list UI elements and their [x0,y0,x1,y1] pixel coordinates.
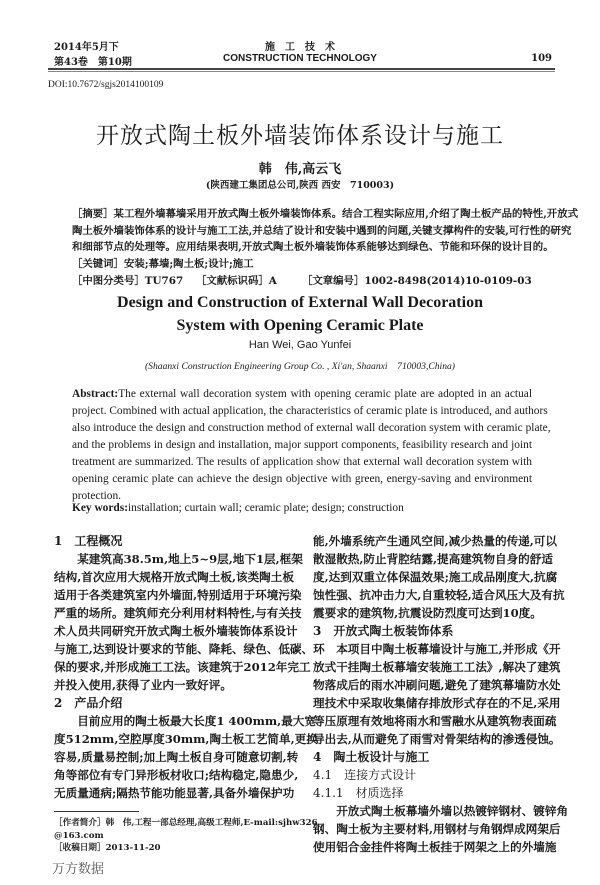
affiliation-en: (Shaanxi Construction Engineering Group Co. , Xi'an, Shaanxi 710003,China) [144,361,455,372]
text-line: 严重的场所。建筑师充分利用材料特性,与有关技 [54,606,302,620]
section-2-body [54,712,318,802]
article-number: ［文章编号］1002-8498(2014)10-0109-03 [302,275,532,287]
abstract-en [72,386,551,505]
text-line: 并投入使用,获得了业内一致好评。 [54,678,232,692]
section-4-1-1-heading: 4.1.1 材质选择 [313,786,404,800]
page-number: 109 [531,53,552,64]
abstract-en-label: Abstract: [72,388,119,400]
journal-title-en: CONSTRUCTION TECHNOLOGY [223,53,377,64]
text-line: 陶土板外墙装饰体系的设计与施工工法,并总结了设计和安装中遇到的问题,关键支撑构件的安装,可行性的研究 [72,224,572,237]
title-en [0,291,600,337]
text-line: 使用铝合金挂件将陶土板挂于网架之上的外墙施 [313,840,557,854]
text-line: 钢、陶土板为主要材料,用钢材与角钢焊成网架后 [313,822,561,836]
text-line: 与施工,达到设计要求的节能、降耗、绿色、低碳、环 [54,642,325,656]
text-line: Abstract:The external wall decoration system with opening ceramic plate are adopted in an actual [72,388,532,400]
affiliation-zh: (陕西建工集团总公司,陕西 西安 710003) [205,180,395,191]
keywords-en-text: installation; curtain wall; ceramic plate; design; construction [128,502,404,514]
text-line: also introduce the design and construction method of external wall decoration system with ceramic plate, [72,422,551,434]
section-3-heading: 3 开放式陶土板装饰体系 [313,624,454,638]
section-4-1-heading: 4.1 连接方式设计 [313,768,417,782]
text-line: 无质量通病;隔热节能功能显著,具备外墙保护功 [54,786,295,800]
text-line: and the problems in design and installation, major support components, feasibility research and joint [72,439,532,451]
section-2-heading: 2 产品介绍 [54,696,123,710]
clc-number: ［中图分类号］TU767 [72,275,184,287]
footnote-author: ［作者简介］韩 伟,工程一部总经理,高级工程师,E-mail:sjhw326 [54,818,318,828]
wanfang-watermark: 万方数据 [52,862,105,877]
footnote-received: ［收稿日期］2013-11-20 [54,843,161,853]
text-line: 适用于各类建筑室内外墙面,特别适用于环境污染 [54,588,302,602]
text-line: 保的要求,并形成施工工法。该建筑于2012年完工 [54,660,311,674]
section-1-heading: 1 工程概况 [54,534,123,548]
text-line: 容易,质量易控制;加上陶土板自身可随意切割,转 [54,750,299,764]
text-line: 和细部节点的处理等。应用结果表明,开放式陶土板外墙装饰体系能够达到绿色、节能和环保的设计目的。 [72,241,554,254]
issue-date: 2014年5月下 [54,42,119,53]
section-4-heading: 4 陶土板设计与施工 [313,750,430,764]
keywords-en-label: Key words: [72,502,128,514]
text-line: 震要求的建筑物,抗震设防烈度可达到10度。 [313,606,542,620]
volume-issue: 第43卷 第10期 [54,57,132,68]
section-4-body [313,802,569,856]
document-code: ［文献标识码］A [196,275,277,287]
section-2-body-cont [313,532,565,622]
text-line: 蚀性强、抗冲击力大,自重较轻,适合风压大及有抗 [313,588,565,602]
section-1-body [54,550,325,694]
journal-title-zh: 施 工 技 术 [265,42,335,53]
text-line: 度,达到双重立体保温效果;施工成品刚度大,抗腐 [313,570,558,584]
header-rule [48,68,555,70]
text-line: 术人员共同研究开放式陶土板外墙装饰体系设计 [54,624,298,638]
keywords-en [72,500,404,517]
title-zh: 开放式陶土板外墙装饰体系设计与施工 [96,123,504,149]
text-line: 结构,首次应用大规格开放式陶土板,该类陶土板 [54,570,294,584]
text-line: 能,外墙系统产生通风空间,减少热量的传递,可以 [313,534,557,548]
text-line: project. Combined with actual application, the characteristics of ceramic plate is introduced, and authors [72,405,548,417]
section-3-body [313,640,561,748]
text-line: 等压原理有效地将雨水和雪融水从建筑物表面疏 [313,714,557,728]
text-line: protection. [72,490,122,502]
text-line: treatment are summarized. The results of application show that external wall decoration system with [72,456,532,468]
authors-en: Han Wei, Gao Yunfei [248,339,352,351]
text-line: ［摘要］某工程外墙幕墙采用开放式陶土板外墙装饰体系。结合工程实际应用,介绍了陶土板产品的特性,开放式 [72,208,578,220]
text-line: 放式干挂陶土板幕墙安装施工工法》,解决了建筑 [313,660,561,674]
doi: DOI:10.7672/sgjs2014100109 [48,80,164,90]
text-line: 本项目中陶土板幕墙设计与施工,并形成《开 [313,642,561,656]
authors-zh: 韩 伟,高云飞 [258,162,342,177]
footnote-email: @163.com [54,830,104,841]
header-rule-thin [48,71,555,72]
text-line: 物落成后的雨水冲刷问题,避免了建筑幕墙防水处 [313,678,561,692]
author-footnote [54,817,318,855]
text-line: 度512mm,空腔厚度30mm,陶土板工艺简单,更换 [54,732,318,746]
abstract-zh [72,206,578,256]
keywords-zh: ［关键词］安装;幕墙;陶土板;设计;施工 [72,258,254,270]
text-line: 某建筑高38.5m,地上5~9层,地下1层,框架 [54,552,303,566]
text-line: 导出去,从而避免了雨雪对骨架结构的渗透侵蚀。 [313,732,561,746]
text-line: 开放式陶土板幕墙外墙以热镀锌钢材、镀锌角 [313,804,569,818]
footnote-rule [54,811,139,812]
text-line: 散湿散热,防止背腔结露,提高建筑物自身的舒适 [313,552,553,566]
text-line: 角等部位有专门异形板材收口;结构稳定,隐患少, [54,768,299,782]
text-line: 目前应用的陶土板最大长度1 400mm,最大宽 [54,714,316,728]
text-line: 理技术中采取收集储存排放形式存在的不足,采用 [313,696,561,710]
title-en-line: System with Opening Ceramic Plate [176,317,424,334]
text-line: opening ceramic plate can achieve the design objective with green, energy-saving and environment [72,473,532,485]
title-en-line: Design and Construction of External Wall Decoration [117,294,483,311]
